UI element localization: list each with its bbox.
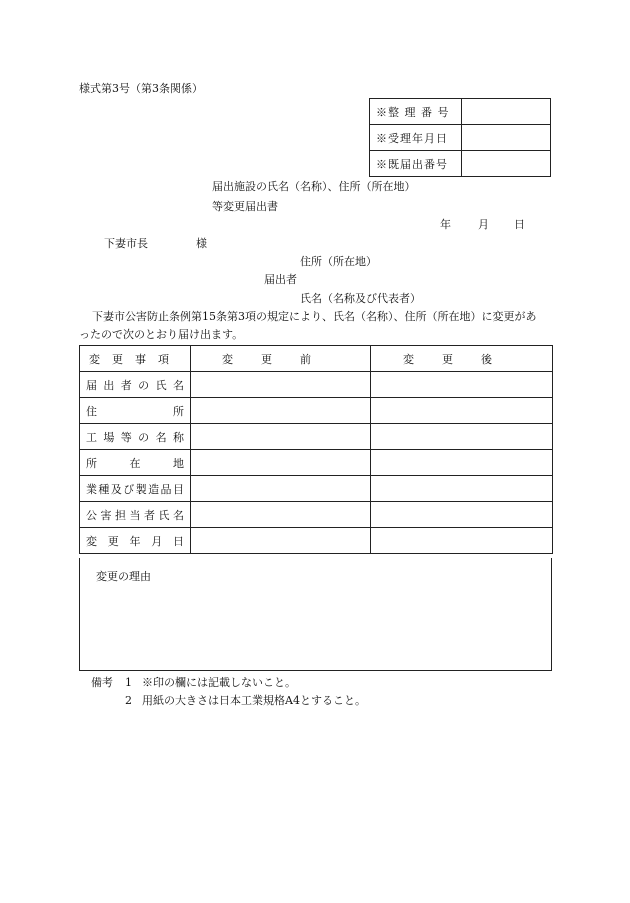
item-char: 届	[86, 378, 97, 392]
admin-label-registration-number: ※整 理 番 号	[370, 99, 462, 125]
cell-before[interactable]	[191, 528, 371, 554]
table-row	[80, 450, 553, 476]
item-char: 種	[98, 482, 110, 496]
item-industry-products	[80, 476, 191, 502]
header-after: 変更後	[371, 346, 553, 372]
notes-label: 備考	[91, 676, 113, 689]
date-day-label: 日	[514, 218, 525, 231]
item-factory-name	[80, 424, 191, 450]
item-char: の	[138, 430, 150, 444]
item-char: 所	[173, 404, 184, 418]
note-number: 2	[125, 694, 132, 707]
item-location	[80, 450, 191, 476]
date-month-label: 月	[478, 218, 489, 231]
applicant-address-label: 住所（所在地）	[300, 255, 377, 268]
item-label	[86, 377, 184, 393]
item-char: 氏	[155, 378, 167, 392]
table-row	[80, 476, 553, 502]
item-char: 等	[120, 430, 132, 444]
applicant-name-label: 氏名（名称及び代表者）	[300, 292, 421, 305]
table-row	[80, 398, 553, 424]
item-char: 当	[129, 508, 141, 522]
item-label	[86, 429, 184, 445]
header-change-item: 変更事項	[80, 346, 191, 372]
cell-after[interactable]	[371, 398, 553, 424]
item-char: 地	[173, 456, 184, 470]
item-char: 場	[103, 430, 115, 444]
admin-value-receipt-date[interactable]	[461, 125, 550, 151]
cell-before[interactable]	[191, 450, 371, 476]
item-char: 公	[86, 508, 97, 522]
item-char: の	[138, 378, 150, 392]
reason-box[interactable]	[79, 558, 552, 671]
item-char: 目	[172, 482, 184, 496]
admin-row	[370, 99, 551, 125]
table-row	[80, 372, 553, 398]
item-char: 住	[86, 404, 97, 418]
item-char: 在	[129, 456, 141, 470]
cell-before[interactable]	[191, 424, 371, 450]
note-text: 用紙の大きさは日本工業規格A4とすること。	[142, 694, 366, 707]
item-label	[86, 455, 184, 471]
body-text-line-2: ったので次のとおり届け出ます。	[79, 328, 244, 341]
form-number: 様式第3号（第3条関係）	[79, 82, 203, 95]
applicant-role-label: 届出者	[264, 273, 297, 286]
item-char: 更	[107, 534, 119, 548]
item-label	[86, 481, 184, 497]
item-label	[86, 403, 184, 419]
table-row	[80, 528, 553, 554]
item-char: 担	[115, 508, 126, 522]
admin-value-existing-number[interactable]	[461, 151, 550, 177]
title-line-1: 届出施設の氏名（名称）、住所（所在地）	[212, 180, 416, 193]
reason-label: 変更の理由	[96, 570, 151, 583]
item-address	[80, 398, 191, 424]
table-header-row	[80, 346, 553, 372]
item-change-date	[80, 528, 191, 554]
item-char: 氏	[158, 508, 170, 522]
item-char: 年	[129, 534, 141, 548]
admin-label-receipt-date: ※受理年月日	[370, 125, 462, 151]
note-number: 1	[125, 676, 132, 689]
table-row	[80, 502, 553, 528]
cell-after[interactable]	[371, 502, 553, 528]
admin-row	[370, 125, 551, 151]
item-char: 害	[100, 508, 112, 522]
addressee-honorific: 様	[196, 237, 207, 250]
item-applicant-name	[80, 372, 191, 398]
item-char: 名	[173, 508, 184, 522]
item-label	[86, 507, 184, 523]
admin-label-existing-number: ※既届出番号	[370, 151, 462, 177]
item-char: 変	[86, 534, 97, 548]
table-row	[80, 424, 553, 450]
item-char: 者	[120, 378, 132, 392]
header-before: 変更前	[191, 346, 371, 372]
item-pollution-manager	[80, 502, 191, 528]
item-char: 製	[135, 482, 147, 496]
admin-box	[369, 98, 551, 177]
addressee-name: 下妻市長	[104, 237, 148, 250]
cell-before[interactable]	[191, 398, 371, 424]
admin-value-registration-number[interactable]	[461, 99, 550, 125]
cell-after[interactable]	[371, 372, 553, 398]
item-char: 所	[86, 456, 97, 470]
item-char: 者	[144, 508, 155, 522]
change-table	[79, 345, 553, 554]
item-char: 品	[160, 482, 172, 496]
item-char: 出	[103, 378, 115, 392]
cell-after[interactable]	[371, 476, 553, 502]
item-char: 及	[110, 482, 122, 496]
item-char: 名	[155, 430, 167, 444]
cell-before[interactable]	[191, 502, 371, 528]
item-label	[86, 533, 184, 549]
item-char: 月	[151, 534, 163, 548]
cell-before[interactable]	[191, 476, 371, 502]
item-char: び	[123, 482, 135, 496]
item-char: 工	[86, 430, 97, 444]
cell-after[interactable]	[371, 424, 553, 450]
title-line-2: 等変更届出書	[212, 200, 278, 213]
cell-after[interactable]	[371, 450, 553, 476]
item-char: 日	[173, 534, 184, 548]
item-char: 業	[86, 482, 97, 496]
date-year-label: 年	[440, 218, 451, 231]
item-char: 名	[172, 378, 184, 392]
cell-before[interactable]	[191, 372, 371, 398]
admin-row	[370, 151, 551, 177]
body-text-line-1: 下妻市公害防止条例第15条第3項の規定により、氏名（名称）、住所（所在地）に変更があ	[92, 310, 537, 323]
item-char: 造	[148, 482, 160, 496]
note-text: ※印の欄には記載しないこと。	[142, 676, 296, 689]
cell-after[interactable]	[371, 528, 553, 554]
item-char: 称	[172, 430, 184, 444]
